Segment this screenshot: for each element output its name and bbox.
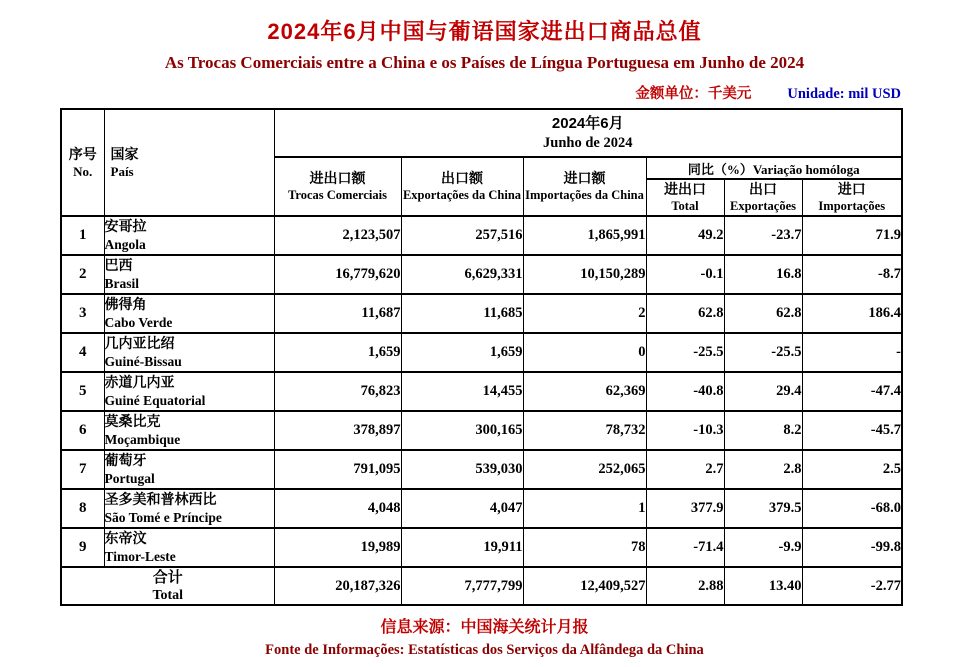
imports-value-cell: 252,065 (523, 450, 646, 489)
total-yoy-exports-cell: 13.40 (724, 567, 802, 605)
exports-value-cell: 14,455 (401, 372, 523, 411)
header-country-pt: País (110, 164, 134, 179)
source-note-zh: 信息来源：中国海关统计月报 (380, 619, 589, 636)
yoy-imports-cell: 2.5 (802, 450, 902, 489)
header-period-pt: Junho de 2024 (543, 134, 633, 151)
header-imports-zh: 进口额 (563, 170, 606, 186)
no-cell: 9 (61, 528, 104, 567)
table-row (61, 372, 902, 411)
header-imports-pt: Importações da China (525, 188, 644, 202)
trade-table (60, 108, 903, 606)
yoy-exports-cell: 62.8 (724, 294, 802, 333)
exports-value-cell: 4,047 (401, 489, 523, 528)
no-cell: 3 (61, 294, 104, 333)
trade-value-cell: 1,659 (274, 333, 401, 372)
country-name-pt: Angola (104, 237, 146, 252)
no-cell: 5 (61, 372, 104, 411)
table-row (61, 411, 902, 450)
yoy-total-cell: 2.7 (646, 450, 724, 489)
header-trade-zh: 进出口额 (309, 170, 366, 186)
country-name-zh: 安哥拉 (104, 218, 147, 234)
no-cell: 1 (61, 216, 104, 255)
total-label-pt: Total (152, 587, 184, 603)
imports-value-cell: 1,865,991 (523, 216, 646, 255)
exports-value-cell: 257,516 (401, 216, 523, 255)
header-exports (401, 157, 523, 216)
country-name-pt: Cabo Verde (104, 315, 173, 330)
country-name-zh: 赤道几内亚 (104, 374, 175, 390)
table-row (61, 333, 902, 372)
page-subtitle: As Trocas Comerciais entre a China e os Países de Língua Portuguesa em Junho de 2024 (164, 53, 805, 72)
yoy-exports-cell: -9.9 (724, 528, 802, 567)
header-yoy-imports-pt: Importações (818, 199, 886, 213)
header-yoy-imports (802, 179, 902, 216)
header-no (61, 109, 104, 216)
imports-value-cell: 62,369 (523, 372, 646, 411)
yoy-total-cell: -10.3 (646, 411, 724, 450)
header-imports (523, 157, 646, 216)
header-country-zh: 国家 (110, 146, 139, 162)
country-name-zh: 东帝汶 (104, 530, 147, 546)
table-row (61, 450, 902, 489)
table-row (61, 294, 902, 333)
country-cell (104, 450, 274, 489)
country-name-pt: Brasil (104, 276, 140, 291)
country-cell (104, 333, 274, 372)
table-row (61, 528, 902, 567)
yoy-imports-cell: -99.8 (802, 528, 902, 567)
country-name-pt: Portugal (104, 471, 155, 486)
header-no-pt: No. (73, 164, 93, 179)
exports-value-cell: 11,685 (401, 294, 523, 333)
trade-value-cell: 11,687 (274, 294, 401, 333)
yoy-exports-cell: -23.7 (724, 216, 802, 255)
exports-value-cell: 1,659 (401, 333, 523, 372)
country-name-pt: Timor-Leste (104, 549, 176, 564)
no-cell: 7 (61, 450, 104, 489)
header-yoy-total-pt: Total (671, 199, 699, 213)
trade-value-cell: 4,048 (274, 489, 401, 528)
table-row (61, 255, 902, 294)
header-exports-zh: 出口额 (441, 170, 483, 186)
yoy-exports-cell: 8.2 (724, 411, 802, 450)
yoy-imports-cell: -45.7 (802, 411, 902, 450)
exports-value-cell: 300,165 (401, 411, 523, 450)
header-yoy-total (646, 179, 724, 216)
total-imports-cell: 12,409,527 (523, 567, 646, 605)
yoy-total-cell: -25.5 (646, 333, 724, 372)
exports-value-cell: 6,629,331 (401, 255, 523, 294)
header-yoy-total-zh: 进出口 (664, 181, 706, 197)
exports-value-cell: 19,911 (401, 528, 523, 567)
total-label-zh: 合计 (152, 568, 183, 586)
country-name-zh: 葡萄牙 (104, 452, 147, 468)
header-yoy-exports (724, 179, 802, 216)
country-cell (104, 411, 274, 450)
page-title: 2024年6月中国与葡语国家进出口商品总值 (267, 19, 702, 44)
header-trade-pt: Trocas Comerciais (288, 188, 387, 202)
country-cell (104, 528, 274, 567)
trade-value-cell: 76,823 (274, 372, 401, 411)
header-yoy-group: 同比（%）Variação homóloga (646, 157, 902, 179)
trade-value-cell: 16,779,620 (274, 255, 401, 294)
unit-label-zh: 金额单位：千美元 (635, 86, 752, 102)
country-name-zh: 几内亚比绍 (104, 335, 175, 351)
no-cell: 8 (61, 489, 104, 528)
header-no-zh: 序号 (68, 146, 97, 162)
header-yoy-exports-zh: 出口 (749, 181, 777, 197)
country-cell (104, 372, 274, 411)
yoy-imports-cell: 186.4 (802, 294, 902, 333)
yoy-total-cell: -40.8 (646, 372, 724, 411)
yoy-exports-cell: 29.4 (724, 372, 802, 411)
country-name-zh: 巴西 (104, 257, 133, 273)
country-name-zh: 圣多美和普林西比 (104, 491, 217, 507)
unit-label-pt: Unidade: mil USD (787, 86, 901, 102)
total-exports-cell: 7,777,799 (401, 567, 523, 605)
trade-value-cell: 378,897 (274, 411, 401, 450)
unit-line (60, 82, 901, 103)
yoy-total-cell: -0.1 (646, 255, 724, 294)
yoy-imports-cell: 71.9 (802, 216, 902, 255)
country-name-zh: 莫桑比克 (104, 413, 161, 429)
no-cell: 2 (61, 255, 104, 294)
exports-value-cell: 539,030 (401, 450, 523, 489)
country-cell (104, 255, 274, 294)
total-trade-cell: 20,187,326 (274, 567, 401, 605)
yoy-imports-cell: -8.7 (802, 255, 902, 294)
imports-value-cell: 78,732 (523, 411, 646, 450)
country-name-pt: Moçambique (104, 432, 181, 447)
header-period (274, 109, 902, 157)
total-label-cell (61, 567, 274, 605)
yoy-total-cell: 62.8 (646, 294, 724, 333)
header-trade (274, 157, 401, 216)
country-name-pt: Guiné-Bissau (104, 354, 182, 369)
trade-value-cell: 2,123,507 (274, 216, 401, 255)
table-row (61, 216, 902, 255)
table-row (61, 489, 902, 528)
header-yoy-imports-zh: 进口 (837, 181, 866, 197)
yoy-total-cell: 49.2 (646, 216, 724, 255)
no-cell: 4 (61, 333, 104, 372)
country-cell (104, 489, 274, 528)
header-period-zh: 2024年6月 (551, 114, 624, 132)
yoy-exports-cell: -25.5 (724, 333, 802, 372)
total-row (61, 567, 902, 605)
imports-value-cell: 1 (523, 489, 646, 528)
yoy-exports-cell: 379.5 (724, 489, 802, 528)
header-exports-pt: Exportações da China (402, 188, 522, 202)
total-yoy-total-cell: 2.88 (646, 567, 724, 605)
yoy-imports-cell: -68.0 (802, 489, 902, 528)
country-cell (104, 294, 274, 333)
imports-value-cell: 10,150,289 (523, 255, 646, 294)
imports-value-cell: 0 (523, 333, 646, 372)
header-row-period (61, 109, 902, 157)
yoy-total-cell: 377.9 (646, 489, 724, 528)
yoy-exports-cell: 2.8 (724, 450, 802, 489)
country-cell (104, 216, 274, 255)
yoy-imports-cell: -47.4 (802, 372, 902, 411)
yoy-imports-cell: - (802, 333, 902, 372)
header-yoy-exports-pt: Exportações (730, 199, 796, 213)
trade-value-cell: 791,095 (274, 450, 401, 489)
yoy-total-cell: -71.4 (646, 528, 724, 567)
country-name-pt: Guiné Equatorial (104, 393, 206, 408)
no-cell: 6 (61, 411, 104, 450)
source-note-pt: Fonte de Informações: Estatísticas dos Serviços da Alfândega da China (265, 642, 704, 658)
country-name-pt: São Tomé e Príncipe (104, 510, 222, 525)
total-yoy-imports-cell: -2.77 (802, 567, 902, 605)
imports-value-cell: 78 (523, 528, 646, 567)
country-name-zh: 佛得角 (104, 296, 147, 312)
trade-value-cell: 19,989 (274, 528, 401, 567)
header-country (104, 109, 274, 216)
yoy-exports-cell: 16.8 (724, 255, 802, 294)
imports-value-cell: 2 (523, 294, 646, 333)
